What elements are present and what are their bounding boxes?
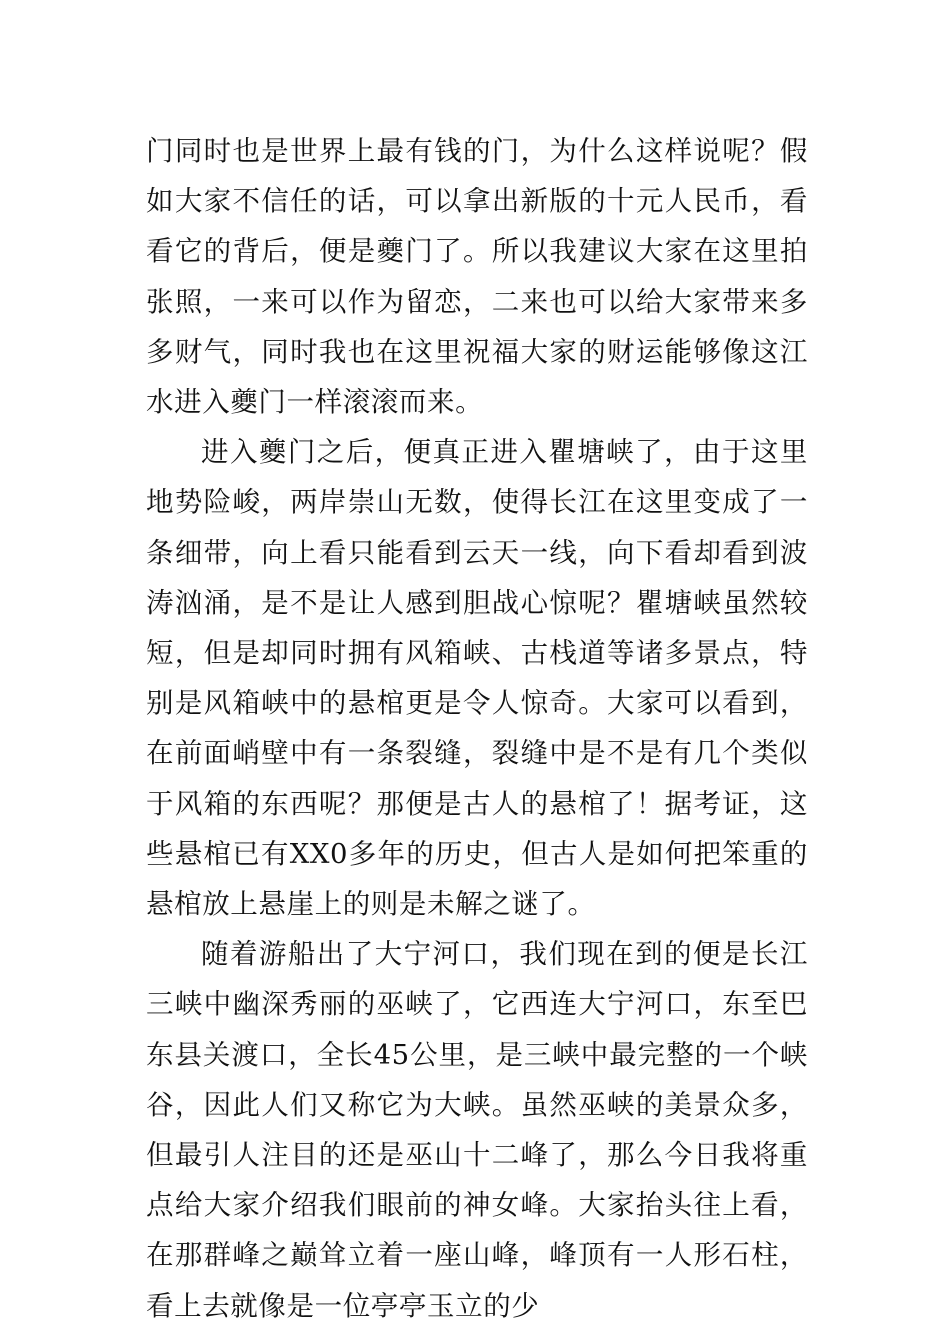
paragraph-wu-gorge: 随着游船出了大宁河口，我们现在到的便是长江三峡中幽深秀丽的巫峡了，它西连大宁河口，东至巴东县关渡口，全长45公里，是三峡中最完整的一个峡谷，因此人们又称它为大峡。虽然巫峡的美景众多，但最引人注目的还是巫山十二峰了，那么今日我将重点给大家介绍我们眼前的神女峰。大家抬头往上看，在那群峰之巅耸立着一座山峰，峰顶有一人形石柱，看上去就像是一位亭亭玉立的少 — [146, 938, 808, 1322]
paragraph-qutang-gorge: 进入夔门之后，便真正进入瞿塘峡了，由于这里地势险峻，两岸崇山无数，使得长江在这里变成了一条细带，向上看只能看到云天一线，向下看却看到波涛汹涌，是不是让人感到胆战心惊呢？瞿塘峡虽然较短，但是却同时拥有风箱峡、古栈道等诸多景点，特别是风箱峡中的悬棺更是令人惊奇。大家可以看到，在前面峭壁中有一条裂缝，裂缝中是不是有几个类似于风箱的东西呢？那便是古人的悬棺了！据考证，这些悬棺已有XX0多年的历史，但古人是如何把笨重的悬棺放上悬崖上的则是未解之谜了。 — [146, 436, 808, 921]
paragraph-kuimen-money: 门同时也是世界上最有钱的门，为什么这样说呢？假如大家不信任的话，可以拿出新版的十元人民币，看看它的背后，便是夔门了。所以我建议大家在这里拍张照，一来可以作为留恋，二来也可以给大家带来多多财气，同时我也在这里祝福大家的财运能够像这江水进入夔门一样滚滚而来。 — [146, 135, 808, 419]
body-text — [146, 126, 808, 1331]
